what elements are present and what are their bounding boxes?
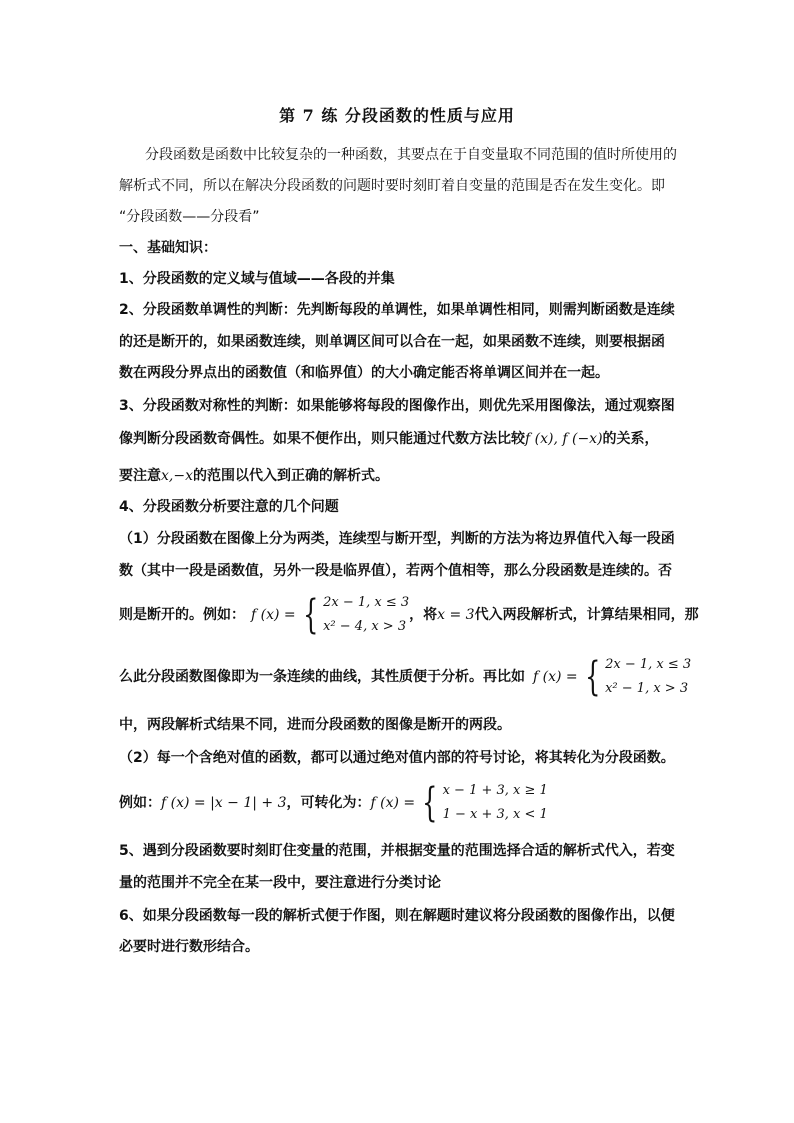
example-1-post-text: 代入两段解析式，计算结果相同，那 (474, 607, 699, 623)
example-2-text: 么此分段函数图像即为一条连续的曲线，其性质便于分析。再比如 (119, 669, 525, 685)
item-3-text-a: 像判断分段函数奇偶性。如果不便作出，则只能通过代数方法比较 (119, 431, 525, 447)
item-2-line-1: 2、分段函数单调性的判断：先判断每段的单调性，如果单调性相同，则需判断函数是连续 (119, 302, 675, 318)
item-3-formula-fx: f (x), f (−x) (525, 431, 603, 447)
example-2-cases (605, 653, 691, 701)
item-4-heading: 4、分段函数分析要注意的几个问题 (119, 499, 339, 515)
example-1-eq: x = 3 (437, 607, 475, 623)
example-2-case-1: 2x − 1, x ≤ 3 (605, 657, 692, 672)
example-1-text: 则是断开的。例如： (119, 607, 245, 623)
item-5-line-1: 5、遇到分段函数要时刻盯住变量的范围，并根据变量的范围选择合适的解析式代入，若变 (119, 843, 675, 859)
example-3-case-1: x − 1 + 3, x ≥ 1 (442, 783, 548, 798)
item-6-line-2: 必要时进行数形结合。 (119, 939, 259, 955)
item-3-formula-x: x,−x (161, 468, 193, 484)
example-1-case-1: 2x − 1, x ≤ 3 (323, 595, 410, 610)
example-1-case-2: x² − 4, x > 3 (323, 619, 407, 634)
example-1-fx: f (x) = (251, 607, 296, 623)
intro-line-1: 分段函数是函数中比较复杂的一种函数，其要点在于自变量取不同范围的值时所使用的 (145, 147, 677, 163)
item-4-p1-line-1: （1）分段函数在图像上分为两类，连续型与断开型，判断的方法为将边界值代入每一段函 (119, 531, 675, 547)
page-title: 第 7 练 分段函数的性质与应用 (279, 106, 515, 125)
left-brace-icon: { (302, 592, 319, 638)
item-6-line-1: 6、如果分段函数每一段的解析式便于作图，则在解题时建议将分段函数的图像作出，以便 (119, 908, 675, 924)
item-3-text-c: 要注意 (119, 468, 161, 484)
example-1-mid-text: ，将 (409, 607, 438, 623)
item-3-line-1: 3、分段函数对称性的判断：如果能够将每段的图像作出，则优先采用图像法，通过观察图 (119, 398, 675, 414)
example-3-case-2: 1 − x + 3, x < 1 (442, 807, 548, 822)
section-heading: 一、基础知识： (119, 240, 217, 256)
item-4-p1-line-3 (119, 590, 699, 640)
item-4-p1-line-5: 中，两段解析式结果不同，进而分段函数的图像是断开的两段。 (119, 717, 511, 733)
item-4-p1-line-4 (119, 652, 692, 702)
example-3-fx: f (x) = |x − 1| + 3 (161, 795, 287, 811)
item-4-p2-line-2 (119, 778, 679, 828)
item-3-line-3 (119, 467, 679, 485)
example-2-case-2: x² − 1, x > 3 (605, 681, 689, 696)
item-2-line-2: 的还是断开的，如果函数连续，则单调区间可以合在一起，如果函数不连续，则要根据函 (119, 334, 665, 350)
example-3-cases (443, 779, 548, 827)
item-2-line-3: 数在两段分界点出的函数值（和临界值）的大小确定能否将单调区间并在一起。 (119, 365, 609, 381)
left-brace-icon: { (584, 654, 601, 700)
intro-line-2: 解析式不同，所以在解决分段函数的问题时要时刻盯着自变量的范围是否在发生变化。即 (119, 178, 665, 194)
example-2-fx: f (x) = (533, 669, 578, 685)
example-3-mid-text: ，可转化为： (286, 795, 371, 811)
item-4-p1-line-2: 数（其中一段是函数值，另外一段是临界值），若两个值相等，那么分段函数是连续的。否 (119, 563, 672, 579)
item-1: 1、分段函数的定义域与值域——各段的并集 (119, 271, 395, 287)
item-3-text-b: 的关系， (602, 431, 659, 447)
item-3-line-2 (119, 430, 679, 448)
intro-line-3: “分段函数——分段看” (119, 209, 260, 225)
example-1-cases (323, 591, 409, 639)
item-5-line-2: 量的范围并不完全在某一段中，要注意进行分类讨论 (119, 875, 441, 891)
left-brace-icon: { (422, 780, 438, 826)
item-3-text-d: 的范围以代入到正确的解析式。 (192, 468, 389, 484)
example-3-fx2: f (x) = (370, 795, 416, 811)
item-4-p2-line-1: （2）每一个含绝对值的函数，都可以通过绝对值内部的符号讨论，将其转化为分段函数。 (119, 750, 675, 766)
example-3-text: 例如： (119, 795, 161, 811)
